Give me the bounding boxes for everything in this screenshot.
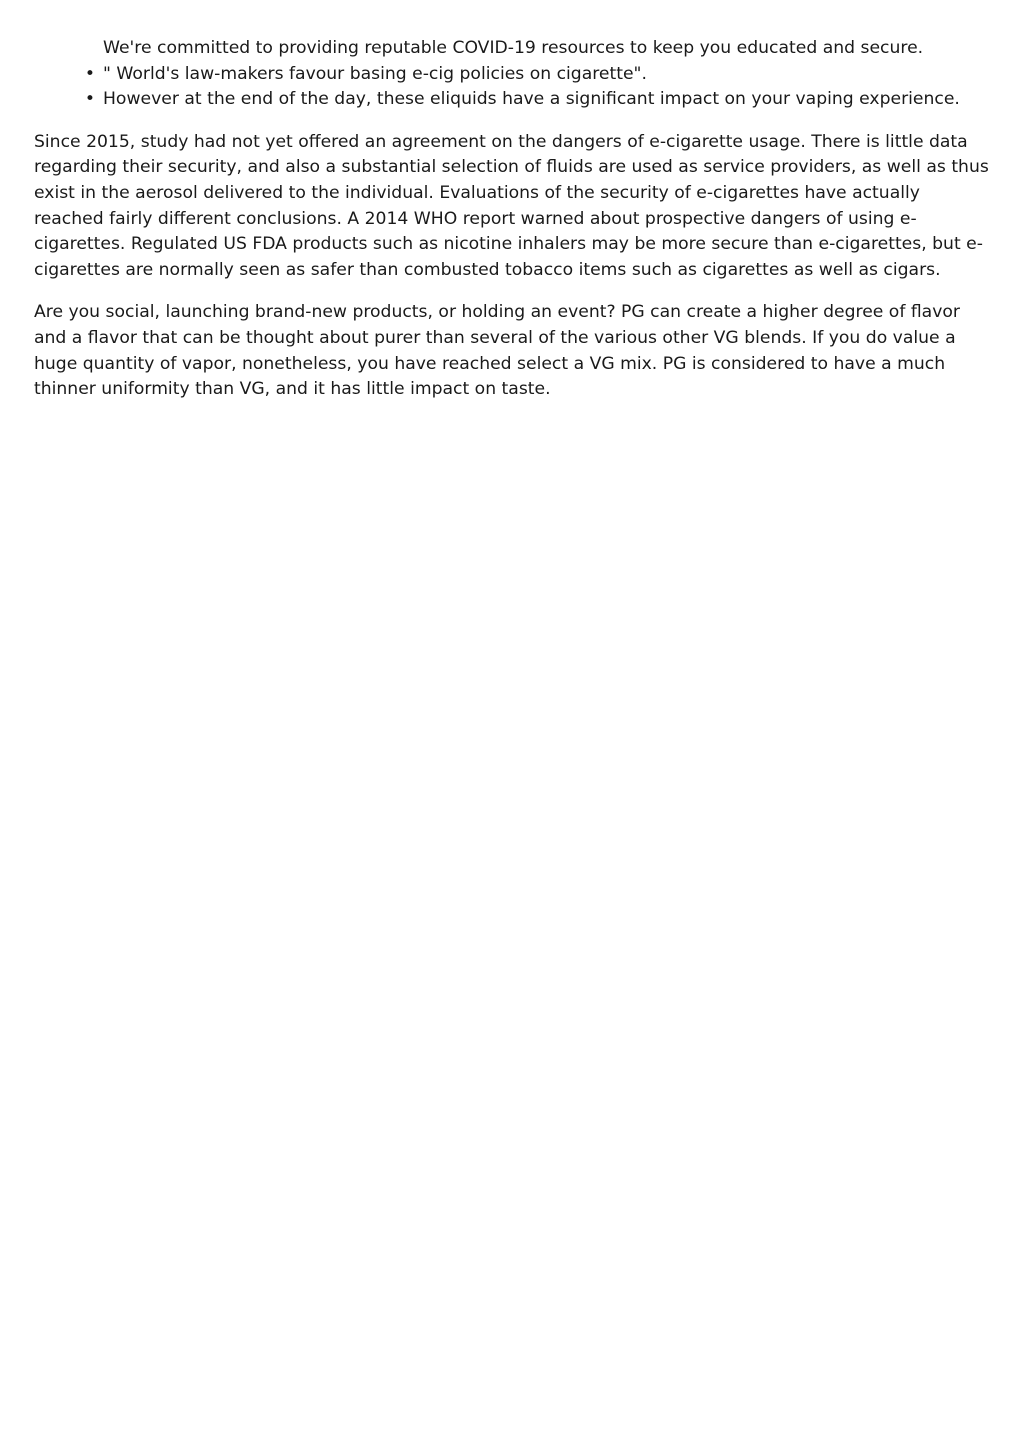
bullet-icon: • [84,89,96,110]
document-page [34,36,992,403]
paragraph-pg-vg: Are you social, launching brand-new products, or holding an event? PG can create a higher degree of flavor and a flavor that can be thought about purer than several of the various other VG blends. If you do value a huge quantity of vapor, nonetheless, you have reached select a VG mix. PG is considered to have a much thinner uniformity than VG, and it has little impact on taste. [34,302,960,400]
list-item-text: " World's law-makers favour basing e-cig policies on cigarette". [103,63,647,84]
list-continuation-text: We're committed to providing reputable COVID-19 resources to keep you educated and secure. [103,38,924,58]
list-continuation-line [34,36,992,62]
list-item [34,87,992,113]
list-item [34,62,992,88]
bullet-list [34,36,992,113]
bullet-icon: • [84,63,96,84]
list-item-text: However at the end of the day, these eliquids have a significant impact on your vaping experience. [103,89,960,110]
paragraph-ecig-safety: Since 2015, study had not yet offered an agreement on the dangers of e-cigarette usage. There is little data regarding their security, and also a substantial selection of fluids are used as service providers, as well as thus exist in the aerosol delivered to the individual. Evaluations of the security of e-cigarettes have actually reached fairly different conclusions. A 2014 WHO report warned about prospective dangers of using e-cigarettes. Regulated US FDA products such as nicotine inhalers may be more secure than e-cigarettes, but e-cigarettes are normally seen as safer than combusted tobacco items such as cigarettes as well as cigars. [34,131,989,280]
